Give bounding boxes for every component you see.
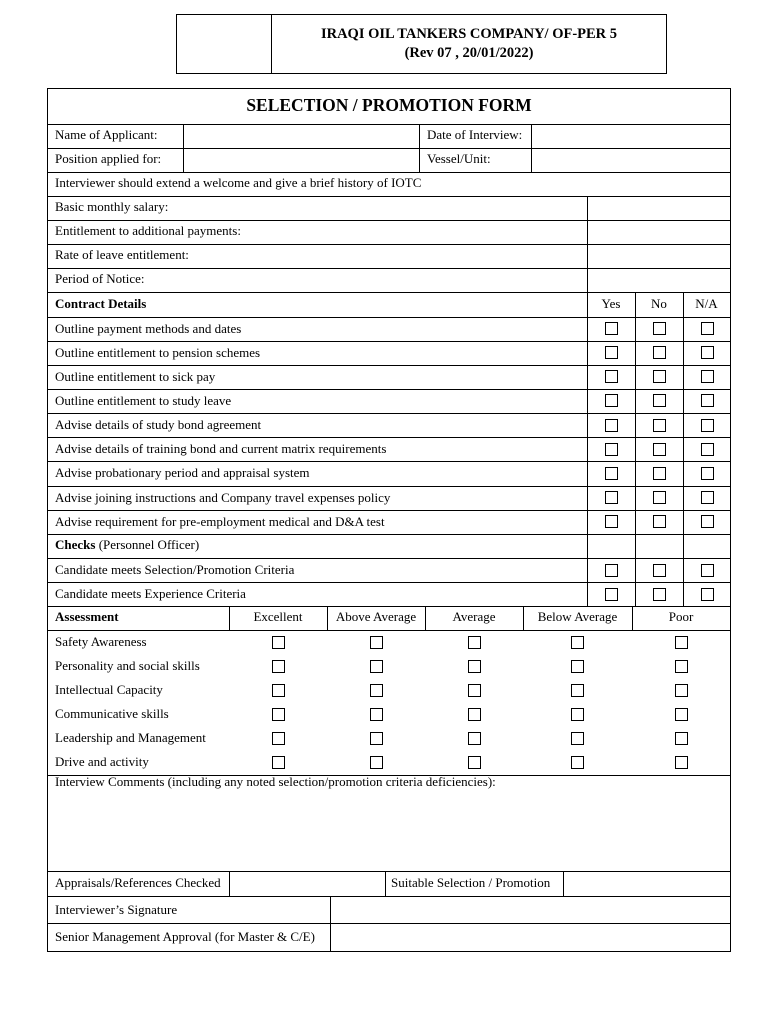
- grid-line: [48, 534, 730, 535]
- grid-line: [48, 317, 730, 318]
- contract-item-label: Advise details of training bond and current matrix requirements: [55, 441, 387, 457]
- grid-line: [48, 896, 730, 897]
- checkbox-rating-3[interactable]: [571, 708, 584, 721]
- checkbox-rating-0[interactable]: [272, 636, 285, 649]
- checkbox-contract-na[interactable]: [701, 467, 714, 480]
- position-applied-field[interactable]: [183, 148, 419, 171]
- checkbox-contract-na[interactable]: [701, 346, 714, 359]
- checkbox-check-yes[interactable]: [605, 588, 618, 601]
- checkbox-rating-2[interactable]: [468, 660, 481, 673]
- grid-line: [48, 486, 730, 487]
- grid-line: [183, 124, 184, 172]
- checkbox-rating-2[interactable]: [468, 708, 481, 721]
- checkbox-rating-3[interactable]: [571, 684, 584, 697]
- checkbox-check-no[interactable]: [653, 564, 666, 577]
- assessment-item-label: Leadership and Management: [55, 730, 206, 745]
- grid-line: [48, 413, 730, 414]
- checkbox-rating-4[interactable]: [675, 708, 688, 721]
- checkbox-contract-no[interactable]: [653, 370, 666, 383]
- checkbox-rating-1[interactable]: [370, 636, 383, 649]
- checkbox-rating-0[interactable]: [272, 732, 285, 745]
- grid-line: [48, 606, 730, 607]
- grid-line: [48, 871, 730, 872]
- form-header: [176, 14, 667, 74]
- grid-line: [531, 124, 532, 172]
- name-of-applicant-field[interactable]: [183, 124, 419, 147]
- checkbox-rating-3[interactable]: [571, 660, 584, 673]
- suitable-selection-field[interactable]: [563, 872, 730, 896]
- checkbox-rating-3[interactable]: [571, 636, 584, 649]
- grid-line: [48, 437, 730, 438]
- checkbox-contract-no[interactable]: [653, 491, 666, 504]
- grid-line: [48, 268, 730, 269]
- checkbox-contract-na[interactable]: [701, 515, 714, 528]
- logo-cell: [177, 15, 272, 73]
- additional-payments-label: Entitlement to additional payments:: [55, 223, 241, 238]
- leave-entitlement-field[interactable]: [587, 244, 730, 267]
- name-of-applicant-label: Name of Applicant:: [55, 127, 158, 142]
- additional-payments-field[interactable]: [587, 220, 730, 243]
- date-of-interview-field[interactable]: [531, 124, 730, 147]
- welcome-note: Interviewer should extend a welcome and give a brief history of IOTC: [55, 175, 422, 190]
- col-yes-header: Yes: [601, 296, 621, 311]
- selection-promotion-form: [47, 88, 731, 952]
- position-applied-label: Position applied for:: [55, 151, 162, 166]
- checkbox-contract-yes[interactable]: [605, 322, 618, 335]
- checkbox-contract-na[interactable]: [701, 443, 714, 456]
- period-of-notice-label: Period of Notice:: [55, 271, 145, 286]
- revision-line: (Rev 07 , 20/01/2022): [404, 45, 534, 61]
- checks-heading: [55, 537, 199, 553]
- grid-line: [683, 292, 684, 606]
- vessel-unit-field[interactable]: [531, 148, 730, 171]
- contract-item-label: Advise joining instructions and Company travel expenses policy: [55, 489, 391, 505]
- contract-item-label: Outline entitlement to pension schemes: [55, 344, 261, 360]
- checkbox-contract-yes[interactable]: [605, 346, 618, 359]
- grid-line: [48, 148, 730, 149]
- checkbox-contract-na[interactable]: [701, 491, 714, 504]
- basic-salary-field[interactable]: [587, 196, 730, 219]
- grid-line: [563, 871, 564, 896]
- checkbox-rating-4[interactable]: [675, 660, 688, 673]
- grid-line: [48, 365, 730, 366]
- checkbox-contract-na[interactable]: [701, 419, 714, 432]
- col-no-header: No: [651, 296, 667, 311]
- checkbox-rating-3[interactable]: [571, 732, 584, 745]
- grid-line: [48, 244, 730, 245]
- assessment-item-label: Personality and social skills: [55, 658, 200, 673]
- check-item-label: Candidate meets Experience Criteria: [55, 586, 246, 602]
- checkbox-rating-4[interactable]: [675, 732, 688, 745]
- checkbox-rating-0[interactable]: [272, 660, 285, 673]
- senior-approval-field[interactable]: [330, 924, 730, 951]
- grid-line: [48, 220, 730, 221]
- grid-line: [48, 341, 730, 342]
- assessment-item-label: Communicative skills: [55, 706, 169, 721]
- appraisals-checked-label: Appraisals/References Checked: [55, 875, 221, 890]
- rating-header: Average: [452, 609, 496, 624]
- rating-header: Poor: [668, 609, 694, 624]
- grid-line: [419, 124, 420, 172]
- contract-item-label: Advise details of study bond agreement: [55, 417, 262, 433]
- grid-line: [48, 775, 730, 776]
- interview-comments-field[interactable]: [49, 791, 729, 869]
- contract-item-label: Outline entitlement to sick pay: [55, 368, 216, 384]
- grid-line: [48, 461, 730, 462]
- vessel-unit-label: Vessel/Unit:: [427, 151, 491, 166]
- checkbox-check-na[interactable]: [701, 564, 714, 577]
- checkbox-rating-2[interactable]: [468, 756, 481, 769]
- checkbox-contract-no[interactable]: [653, 467, 666, 480]
- appraisals-checked-field[interactable]: [229, 872, 385, 896]
- rating-header: Above Average: [335, 609, 417, 624]
- checkbox-rating-1[interactable]: [370, 684, 383, 697]
- assessment-item-label: Drive and activity: [55, 754, 149, 769]
- assessment-item-label: Intellectual Capacity: [55, 682, 163, 697]
- interview-comments-label: Interview Comments (including any noted selection/promotion criteria deficiencies):: [55, 774, 496, 789]
- check-item-label: Candidate meets Selection/Promotion Criteria: [55, 562, 295, 577]
- grid-line: [48, 196, 730, 197]
- checkbox-rating-0[interactable]: [272, 756, 285, 769]
- grid-line: [385, 871, 386, 896]
- checkbox-contract-yes[interactable]: [605, 370, 618, 383]
- checkbox-rating-2[interactable]: [468, 732, 481, 745]
- checkbox-rating-3[interactable]: [571, 756, 584, 769]
- grid-line: [635, 292, 636, 606]
- checkbox-rating-1[interactable]: [370, 660, 383, 673]
- checkbox-contract-no[interactable]: [653, 322, 666, 335]
- checkbox-contract-yes[interactable]: [605, 467, 618, 480]
- checkbox-rating-1[interactable]: [370, 708, 383, 721]
- checkbox-contract-no[interactable]: [653, 394, 666, 407]
- contract-details-heading: Contract Details: [55, 296, 147, 311]
- checks-heading-bold: Checks: [55, 537, 96, 552]
- grid-line: [48, 124, 730, 125]
- date-of-interview-label: Date of Interview:: [427, 127, 523, 142]
- suitable-selection-label: Suitable Selection / Promotion: [391, 875, 551, 890]
- checkbox-check-na[interactable]: [701, 588, 714, 601]
- senior-approval-label: Senior Management Approval (for Master & C/E): [55, 929, 315, 944]
- checkbox-contract-yes[interactable]: [605, 443, 618, 456]
- checkbox-contract-na[interactable]: [701, 370, 714, 383]
- checkbox-contract-no[interactable]: [653, 419, 666, 432]
- grid-line: [48, 389, 730, 390]
- checkbox-contract-na[interactable]: [701, 322, 714, 335]
- checkbox-contract-na[interactable]: [701, 394, 714, 407]
- grid-line: [48, 292, 730, 293]
- grid-line: [48, 630, 730, 631]
- checkbox-rating-0[interactable]: [272, 684, 285, 697]
- grid-line: [48, 510, 730, 511]
- checks-subheading: (Personnel Officer): [95, 537, 200, 552]
- header-text: [272, 15, 666, 73]
- grid-line: [48, 558, 730, 559]
- basic-salary-label: Basic monthly salary:: [55, 199, 169, 214]
- assessment-item-label: Safety Awareness: [55, 634, 147, 649]
- rating-header: Below Average: [537, 609, 618, 624]
- interviewer-signature-field[interactable]: [330, 897, 730, 923]
- grid-line: [48, 582, 730, 583]
- leave-entitlement-label: Rate of leave entitlement:: [55, 247, 189, 262]
- contract-item-label: Outline entitlement to study leave: [55, 392, 232, 408]
- checkbox-rating-4[interactable]: [675, 636, 688, 649]
- checkbox-contract-yes[interactable]: [605, 419, 618, 432]
- interviewer-signature-label: Interviewer’s Signature: [55, 902, 178, 917]
- checkbox-rating-4[interactable]: [675, 684, 688, 697]
- col-na-header: N/A: [695, 296, 718, 311]
- form-title: SELECTION / PROMOTION FORM: [246, 95, 532, 115]
- checkbox-contract-no[interactable]: [653, 443, 666, 456]
- rating-header: Excellent: [253, 609, 303, 624]
- grid-line: [330, 896, 331, 951]
- contract-item-label: Advise requirement for pre-employment medical and D&A test: [55, 513, 385, 529]
- checkbox-rating-1[interactable]: [370, 756, 383, 769]
- grid-line: [48, 172, 730, 173]
- contract-item-label: Advise probationary period and appraisal system: [55, 465, 310, 481]
- checkbox-check-no[interactable]: [653, 588, 666, 601]
- checkbox-contract-no[interactable]: [653, 346, 666, 359]
- contract-item-label: Outline payment methods and dates: [55, 320, 242, 336]
- checkbox-contract-yes[interactable]: [605, 515, 618, 528]
- checkbox-contract-yes[interactable]: [605, 491, 618, 504]
- assessment-heading: Assessment: [55, 609, 119, 624]
- checkbox-rating-0[interactable]: [272, 708, 285, 721]
- grid-line: [48, 923, 730, 924]
- grid-line: [229, 871, 230, 896]
- company-line: IRAQI OIL TANKERS COMPANY/ OF-PER 5: [320, 26, 618, 42]
- checkbox-check-yes[interactable]: [605, 564, 618, 577]
- checkbox-contract-yes[interactable]: [605, 394, 618, 407]
- period-of-notice-field[interactable]: [587, 268, 730, 291]
- checkbox-rating-2[interactable]: [468, 684, 481, 697]
- checkbox-rating-1[interactable]: [370, 732, 383, 745]
- checkbox-rating-2[interactable]: [468, 636, 481, 649]
- grid-line: [587, 196, 588, 607]
- checkbox-contract-no[interactable]: [653, 515, 666, 528]
- checkbox-rating-4[interactable]: [675, 756, 688, 769]
